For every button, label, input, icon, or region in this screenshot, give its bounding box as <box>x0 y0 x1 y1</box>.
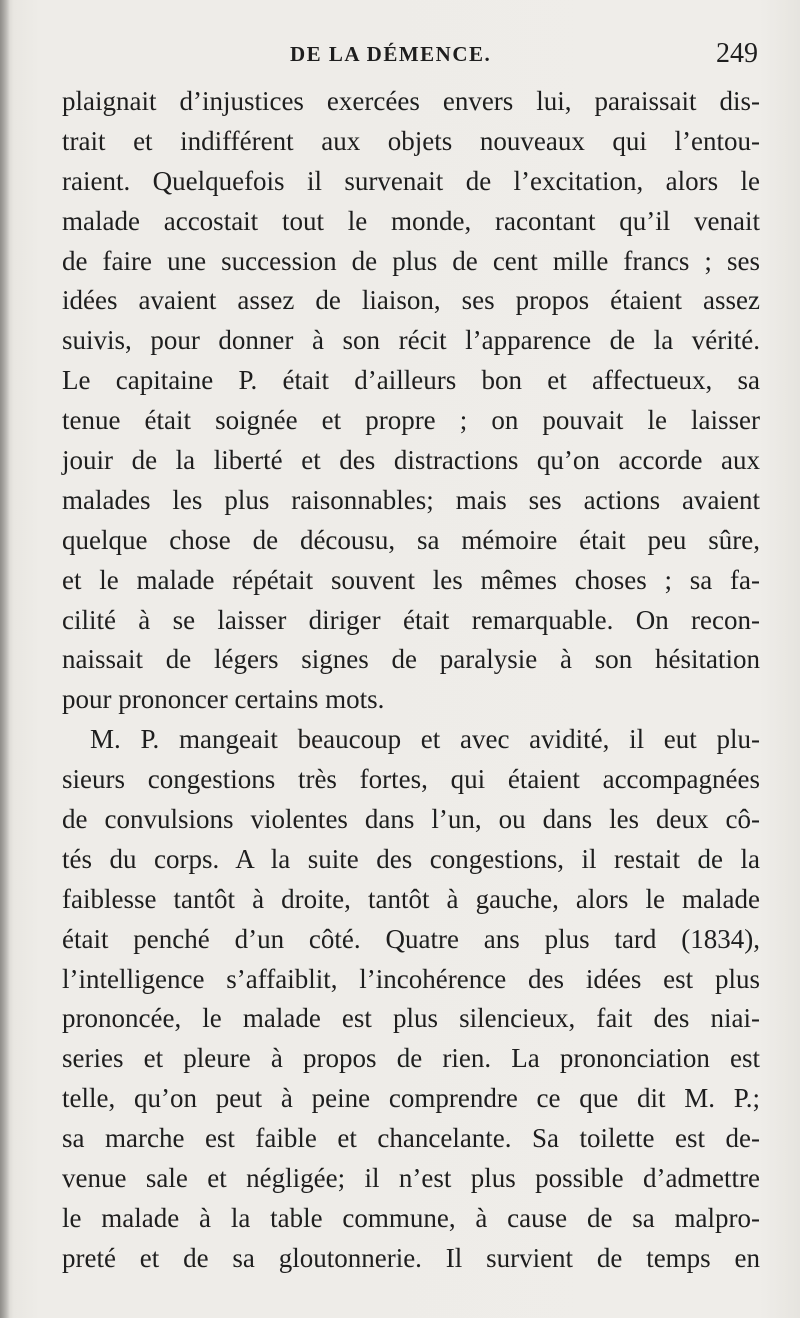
binding-shadow <box>0 0 10 1318</box>
text-line: raient. Quelquefois il survenait de l’excitation, alors le <box>62 165 760 196</box>
text-line: suivis, pour donner à son récit l’apparence de la vérité. <box>62 325 760 356</box>
text-line: et le malade répétait souvent les mêmes choses ; sa fa- <box>62 564 760 595</box>
text-line: naissait de légers signes de paralysie à son hésitation <box>62 644 760 675</box>
text-line: malades les plus raisonnables; mais ses actions avaient <box>62 484 760 515</box>
text-line: faiblesse tantôt à droite, tantôt à gauche, alors le malade <box>62 883 760 914</box>
text-line: telle, qu’on peut à peine comprendre ce que dit M. P.; <box>62 1083 760 1114</box>
text-line: pour prononcer certains mots. <box>62 684 385 715</box>
text-line: était penché d’un côté. Quatre ans plus tard (1834), <box>62 923 760 954</box>
text-line: sieurs congestions très fortes, qui étaient accompagnées <box>62 764 760 795</box>
text-line: M. P. mangeait beaucoup et avec avidité, il eut plu- <box>90 724 760 755</box>
text-line: jouir de la liberté et des distractions qu’on accorde aux <box>62 445 760 476</box>
text-line: cilité à se laisser diriger était remarquable. On recon- <box>62 604 760 635</box>
text-line: Le capitaine P. était d’ailleurs bon et affectueux, sa <box>62 365 760 396</box>
text-line: de faire une succession de plus de cent mille francs ; ses <box>62 245 760 276</box>
text-line: sa marche est faible et chancelante. Sa toilette est de- <box>62 1123 760 1154</box>
text-line: venue sale et négligée; il n’est plus possible d’admettre <box>62 1163 760 1194</box>
text-line: series et pleure à propos de rien. La prononciation est <box>62 1043 760 1074</box>
text-line: l’intelligence s’affaiblit, l’incohérence des idées est plus <box>62 963 760 994</box>
text-line: idées avaient assez de liaison, ses propos étaient assez <box>62 285 760 316</box>
text-line: tés du corps. A la suite des congestions, il restait de la <box>62 843 760 874</box>
text-line: tenue était soignée et propre ; on pouvait le laisser <box>62 405 760 436</box>
text-line: malade accostait tout le monde, racontant qu’il venait <box>62 205 760 236</box>
text-line: preté et de sa gloutonnerie. Il survient de temps en <box>62 1242 760 1273</box>
page-header <box>62 38 758 78</box>
text-line: de convulsions violentes dans l’un, ou dans les deux cô- <box>62 804 760 835</box>
text-line: trait et indifférent aux objets nouveaux qui l’entou- <box>62 125 760 156</box>
body-text <box>62 82 760 1279</box>
running-title: DE LA DÉMENCE. <box>290 42 492 66</box>
page-number: 249 <box>716 38 758 69</box>
text-line: prononcée, le malade est plus silencieux, fait des niai- <box>62 1003 760 1034</box>
text-line: le malade à la table commune, à cause de sa malpro- <box>62 1202 760 1233</box>
text-line: quelque chose de décousu, sa mémoire était peu sûre, <box>62 524 760 555</box>
text-line: plaignait d’injustices exercées envers lui, paraissait dis- <box>62 86 760 116</box>
